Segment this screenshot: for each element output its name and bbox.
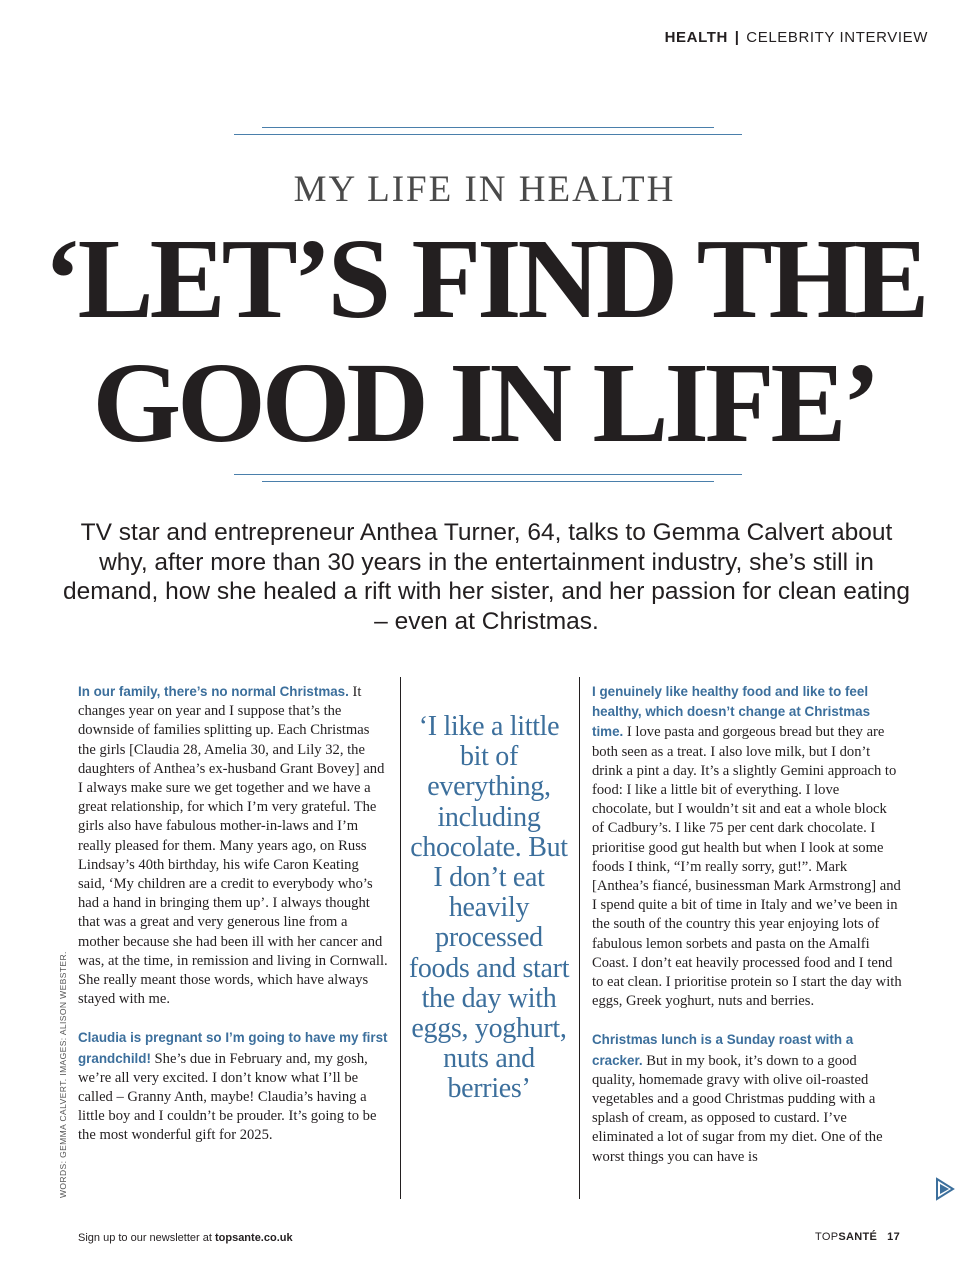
paragraph-lead: Claudia is pregnant so I’m going to have my first grandchild! bbox=[78, 1030, 388, 1066]
paragraph bbox=[78, 682, 388, 1009]
column-left bbox=[78, 682, 388, 1165]
paragraph-lead: In our family, there’s no normal Christmas. bbox=[78, 684, 349, 699]
paragraph bbox=[592, 1030, 902, 1166]
page-folio bbox=[815, 1231, 900, 1243]
bottom-rule-lower bbox=[262, 481, 714, 482]
paragraph bbox=[78, 1028, 388, 1145]
paragraph-lead: I genuinely like healthy food and like to feel healthy, which doesn’t change at Christmas time. bbox=[592, 684, 871, 740]
newsletter-text: Sign up to our newsletter at bbox=[78, 1232, 215, 1244]
paragraph-body: She’s due in February and, my gosh, we’re all very excited. I don’t know what I’ll be called – Granny Anth, maybe! Claudia’s having a little boy and I couldn’t be prouder. It’s going to be the most wonderful gift for 2025. bbox=[78, 1050, 377, 1144]
column-divider-right bbox=[579, 677, 580, 1199]
brand-suffix: SANTÉ bbox=[838, 1231, 878, 1243]
top-rule-lower bbox=[234, 134, 742, 135]
section-label bbox=[665, 29, 928, 46]
paragraph-body: But in my book, it’s down to a good quality, homemade gravy with olive oil-roasted vegetables and a good Christmas pudding with a splash of cream, as opposed to custard. I’ve eliminated a lot of sugar from my diet. One of the worst things you can have is bbox=[592, 1052, 883, 1165]
top-rule-upper bbox=[262, 127, 714, 128]
paragraph-lead: Christmas lunch is a Sunday roast with a cracker. bbox=[592, 1032, 854, 1068]
standfirst: TV star and entrepreneur Anthea Turner, 64, talks to Gemma Calvert about why, after more than 30 years in the entertainment industry, she’s still in demand, how she healed a rift with her sister, and her passion for clean eating – even at Christmas. bbox=[62, 519, 911, 635]
paragraph-body: It changes year on year and I suppose that’s the downside of families splitting up. Each Christmas the girls [Claudia 28, Amelia 30, and Lily 32, the daughters of Anthea’s ex-husband Grant Bovey] and I always make sure we get together and we have a great relationship, for which I’m very grateful. The girls also have fabulous mother-in-laws and I’m really pleased for them. Many years ago, on Russ Lindsay’s 40th birthday, his wife Caron Keating said, ‘My children are a credit to everybody who’s had a hand in bringing them up’. I always thought that was a great and very generous line from a mother because she had been ill with her cancer and was, at the time, in remission and living in Cornwall. She really meant those words, which have always stayed with me. bbox=[78, 684, 388, 1008]
newsletter-link[interactable]: topsante.co.uk bbox=[214, 1232, 293, 1244]
brand-prefix: TOP bbox=[815, 1231, 839, 1243]
column-right bbox=[592, 682, 902, 1186]
section-name: HEALTH bbox=[664, 29, 728, 46]
kicker: MY LIFE IN HEALTH bbox=[293, 169, 676, 210]
paragraph bbox=[592, 682, 902, 1011]
column-divider-left bbox=[400, 677, 401, 1199]
headline-line-1: ‘LET’S FIND THE bbox=[43, 215, 926, 342]
paragraph-body: I love pasta and gorgeous bread but they are both seen as a treat. I also love milk, but I don’t drink a pint a day. It’s a slightly Gemini approach to food: I like a little bit of everything. I love chocolate, but I wouldn’t sit and eat a whole block of Cadbury’s. I like 75 per cent dark chocolate. I prioritise good gut health but when I look at some foods I think, “I’m really sorry, gut!”. Mark [Anthea’s fiancé, businessman Mark Armstrong] and I spend quite a bit of time in Italy and we’ve been in the south of the country this year enjoying lots of fabulous lemon sorbets and pasta on the Amalfi Coast. I don’t eat heavily processed food and I tend to eat clean. I prioritise protein so I start the day with eggs, Greek yoghurt, nuts and berries. bbox=[592, 724, 902, 1010]
pull-quote: ‘I like a little bit of everything, including chocolate. But I don’t eat heavily processed foods and start the day with eggs, yoghurt, nuts and berries’ bbox=[408, 711, 570, 1105]
next-page-arrow-icon[interactable] bbox=[935, 1177, 955, 1201]
section-separator: | bbox=[734, 29, 740, 46]
bottom-rule-upper bbox=[234, 474, 742, 475]
newsletter-signup bbox=[78, 1232, 293, 1244]
subsection-name: CELEBRITY INTERVIEW bbox=[746, 29, 928, 46]
headline-line-2: GOOD IN LIFE’ bbox=[92, 339, 877, 466]
photo-credit: WORDS: GEMMA CALVERT. IMAGES: ALISON WEBSTER. bbox=[58, 951, 68, 1198]
page-number: 17 bbox=[887, 1231, 900, 1243]
